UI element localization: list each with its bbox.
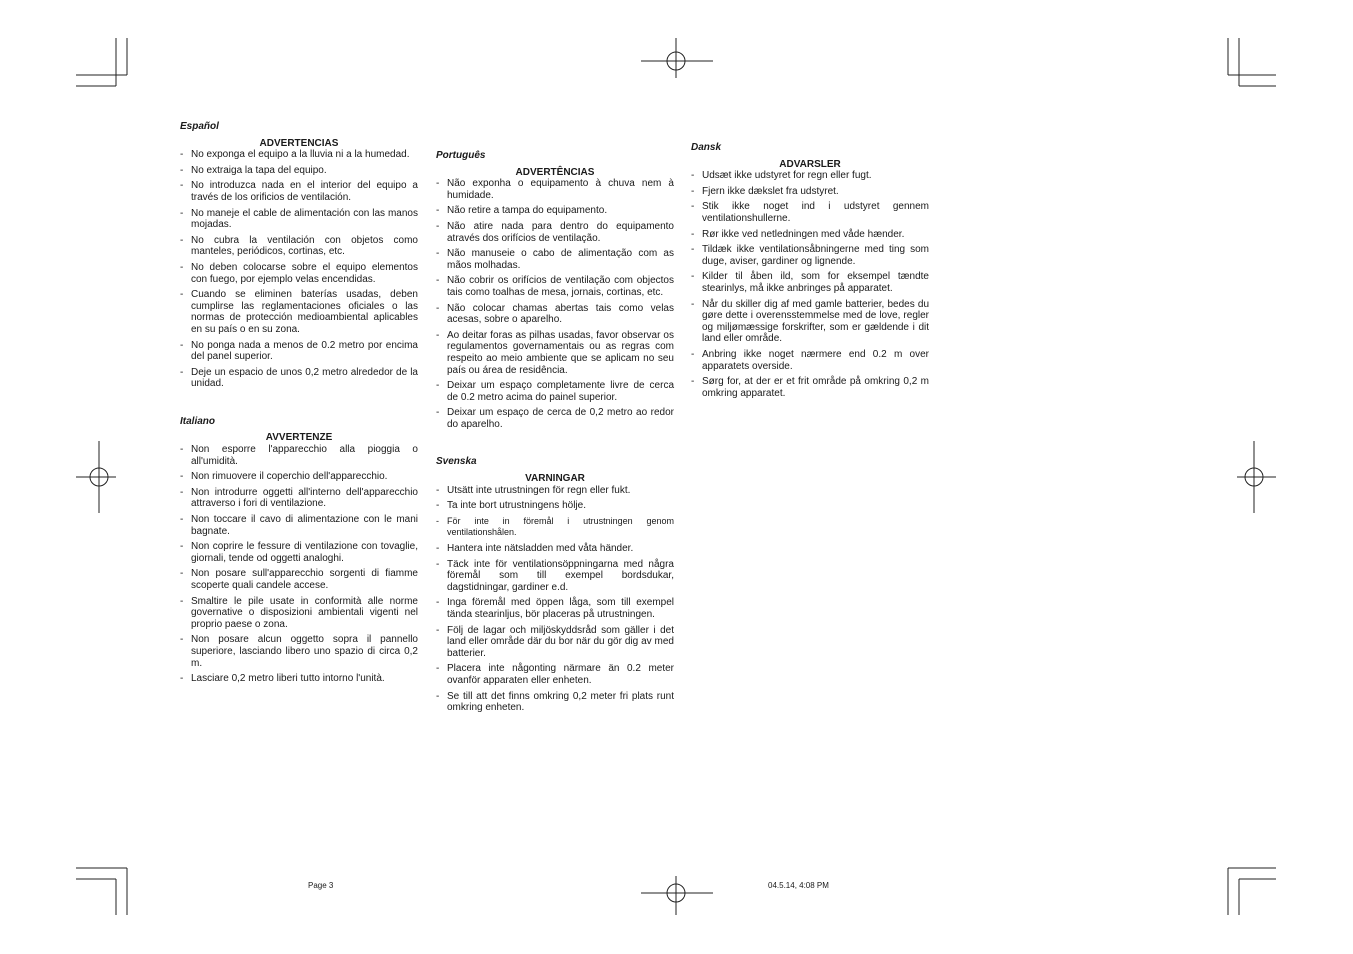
list-item: - Deixar um espaço de cerca de 0,2 metro ao redor do aparelho.	[436, 407, 674, 430]
list-item: - Non introdurre oggetti all'interno dell'apparecchio attraverso i fori di ventilazione.	[180, 487, 418, 510]
list-item: - Fjern ikke dækslet fra udstyret.	[691, 186, 929, 198]
section-danish	[691, 142, 929, 399]
list-item: - No extraiga la tapa del equipo.	[180, 165, 418, 177]
list-item: - No introduzca nada en el interior del equipo a través de los orificios de ventilación.	[180, 180, 418, 203]
list-item: - Non coprire le fessure di ventilazione con tovaglie, giornali, tende od oggetti analoghi.	[180, 541, 418, 564]
list-item: - Non rimuovere il coperchio dell'apparecchio.	[180, 471, 418, 483]
warnings-heading: ADVERTENCIAS	[259, 137, 339, 149]
list-item: - Se till att det finns omkring 0,2 meter fri plats runt omkring enheten.	[436, 691, 674, 714]
section-spanish	[180, 121, 418, 390]
section-italian	[180, 416, 418, 685]
list-item: - No deben colocarse sobre el equipo elementos con fuego, por ejemplo velas encendidas.	[180, 262, 418, 285]
warning-list	[691, 170, 929, 399]
list-item: - Tildæk ikke ventilationsåbningerne med ting som duge, aviser, gardiner og lignende.	[691, 244, 929, 267]
list-item: - Non posare sull'apparecchio sorgenti di fiamme scoperte quali candele accese.	[180, 568, 418, 591]
language-title: Italiano	[180, 415, 216, 427]
list-item: - Deje un espacio de unos 0,2 metro alrededor de la unidad.	[180, 367, 418, 390]
list-item: - Ta inte bort utrustningens hölje.	[436, 500, 674, 512]
list-item: - Inga föremål med öppen låga, som till exempel tända stearinljus, bör placeras på utrustningen.	[436, 597, 674, 620]
list-item: - Não colocar chamas abertas tais como velas acesas, sobre o aparelho.	[436, 303, 674, 326]
list-item: - Rør ikke ved netledningen med våde hænder.	[691, 229, 929, 241]
list-item: - Når du skiller dig af med gamle batterier, bedes du gøre dette i overensstemmelse med de love, regler og miljømæssige forskrifter, som er gældende i dit land eller område.	[691, 299, 929, 345]
list-item: - Deixar um espaço completamente livre de cerca de 0.2 metro acima do painel superior.	[436, 380, 674, 403]
section-portuguese	[436, 150, 674, 430]
column-2	[436, 150, 674, 740]
list-item: - Placera inte någonting närmare än 0.2 meter ovanför apparaten eller enheten.	[436, 663, 674, 686]
warning-list	[436, 485, 674, 714]
list-item: - Stik ikke noget ind i udstyret gennem ventilationshullerne.	[691, 201, 929, 224]
list-item: - Smaltire le pile usate in conformità alle norme governative o disposizioni ambientali vigenti nel proprio paese o zona.	[180, 596, 418, 631]
list-item: - Lasciare 0,2 metro liberi tutto intorno l'unità.	[180, 673, 418, 685]
list-item: - No cubra la ventilación con objetos como manteles, periódicos, cortinas, etc.	[180, 235, 418, 258]
language-title: Dansk	[691, 142, 722, 153]
list-item: - Hantera inte nätsladden med våta händer.	[436, 543, 674, 555]
warnings-heading: AVVERTENZE	[265, 432, 333, 444]
section-swedish	[436, 456, 674, 713]
list-item: - Non esporre l'apparecchio alla pioggia o all'umidità.	[180, 444, 418, 467]
language-title: Português	[436, 150, 486, 161]
list-item: - Kilder til åben ild, som for eksempel tændte stearinlys, må ikke anbringes på apparatet.	[691, 271, 929, 294]
list-item: - Não cobrir os orifícios de ventilação com objectos tais como toalhas de mesa, jornais, cortinas, etc.	[436, 275, 674, 298]
list-item: - Non toccare il cavo di alimentazione con le mani bagnate.	[180, 514, 418, 537]
list-item: - Udsæt ikke udstyret for regn eller fugt.	[691, 170, 929, 182]
list-item: - No ponga nada a menos de 0.2 metro por encima del panel superior.	[180, 340, 418, 363]
list-item: - Não manuseie o cabo de alimentação com as mãos molhadas.	[436, 248, 674, 271]
list-item: - Non posare alcun oggetto sopra il pannello superiore, lasciando libero uno spazio di circa 0,2 m.	[180, 634, 418, 669]
list-item: - För inte in föremål i utrustningen genom ventilationshålen.	[436, 516, 674, 539]
warning-list	[180, 149, 418, 390]
list-item: - No maneje el cable de alimentación con las manos mojadas.	[180, 208, 418, 231]
list-item: - Não atire nada para dentro do equipamento através dos orifícios de ventilação.	[436, 221, 674, 244]
list-item: - Ao deitar foras as pilhas usadas, favor observar os regulamentos governamentais ou as regras com respeito ao meio ambiente que se aplicam no seu país ou área de residência.	[436, 330, 674, 376]
column-1	[180, 121, 418, 711]
warnings-heading: ADVERTÊNCIAS	[515, 166, 595, 178]
warnings-heading: VARNINGAR	[525, 473, 585, 485]
language-title: Svenska	[436, 456, 477, 468]
list-item: - Não retire a tampa do equipamento.	[436, 205, 674, 217]
timestamp: 04.5.14, 4:08 PM	[768, 881, 829, 890]
column-3	[691, 142, 929, 425]
page-number: Page 3	[308, 881, 334, 890]
list-item: - Täck inte för ventilationsöppningarna med några föremål som till exempel bordsdukar, dagstidningar, gardiner e.d.	[436, 559, 674, 594]
list-item: - No exponga el equipo a la lluvia ni a la humedad.	[180, 149, 418, 161]
list-item: - Não exponha o equipamento à chuva nem à humidade.	[436, 178, 674, 201]
warnings-heading: ADVARSLER	[779, 158, 841, 170]
list-item: - Sørg for, at der er et frit område på omkring 0,2 m omkring apparatet.	[691, 376, 929, 399]
warning-list	[180, 444, 418, 685]
list-item: - Följ de lagar och miljöskyddsråd som gäller i det land eller område där du bor när du gör dig av med batterier.	[436, 625, 674, 660]
list-item: - Anbring ikke noget nærmere end 0.2 m over apparatets overside.	[691, 349, 929, 372]
warning-list	[436, 178, 674, 430]
list-item: - Cuando se eliminen baterías usadas, deben cumplirse las reglamentaciones oficiales o las normas de protección medioambiental aplicables en su país o en su zona.	[180, 289, 418, 335]
list-item: - Utsätt inte utrustningen för regn eller fukt.	[436, 485, 674, 497]
language-title: Español	[180, 121, 219, 132]
